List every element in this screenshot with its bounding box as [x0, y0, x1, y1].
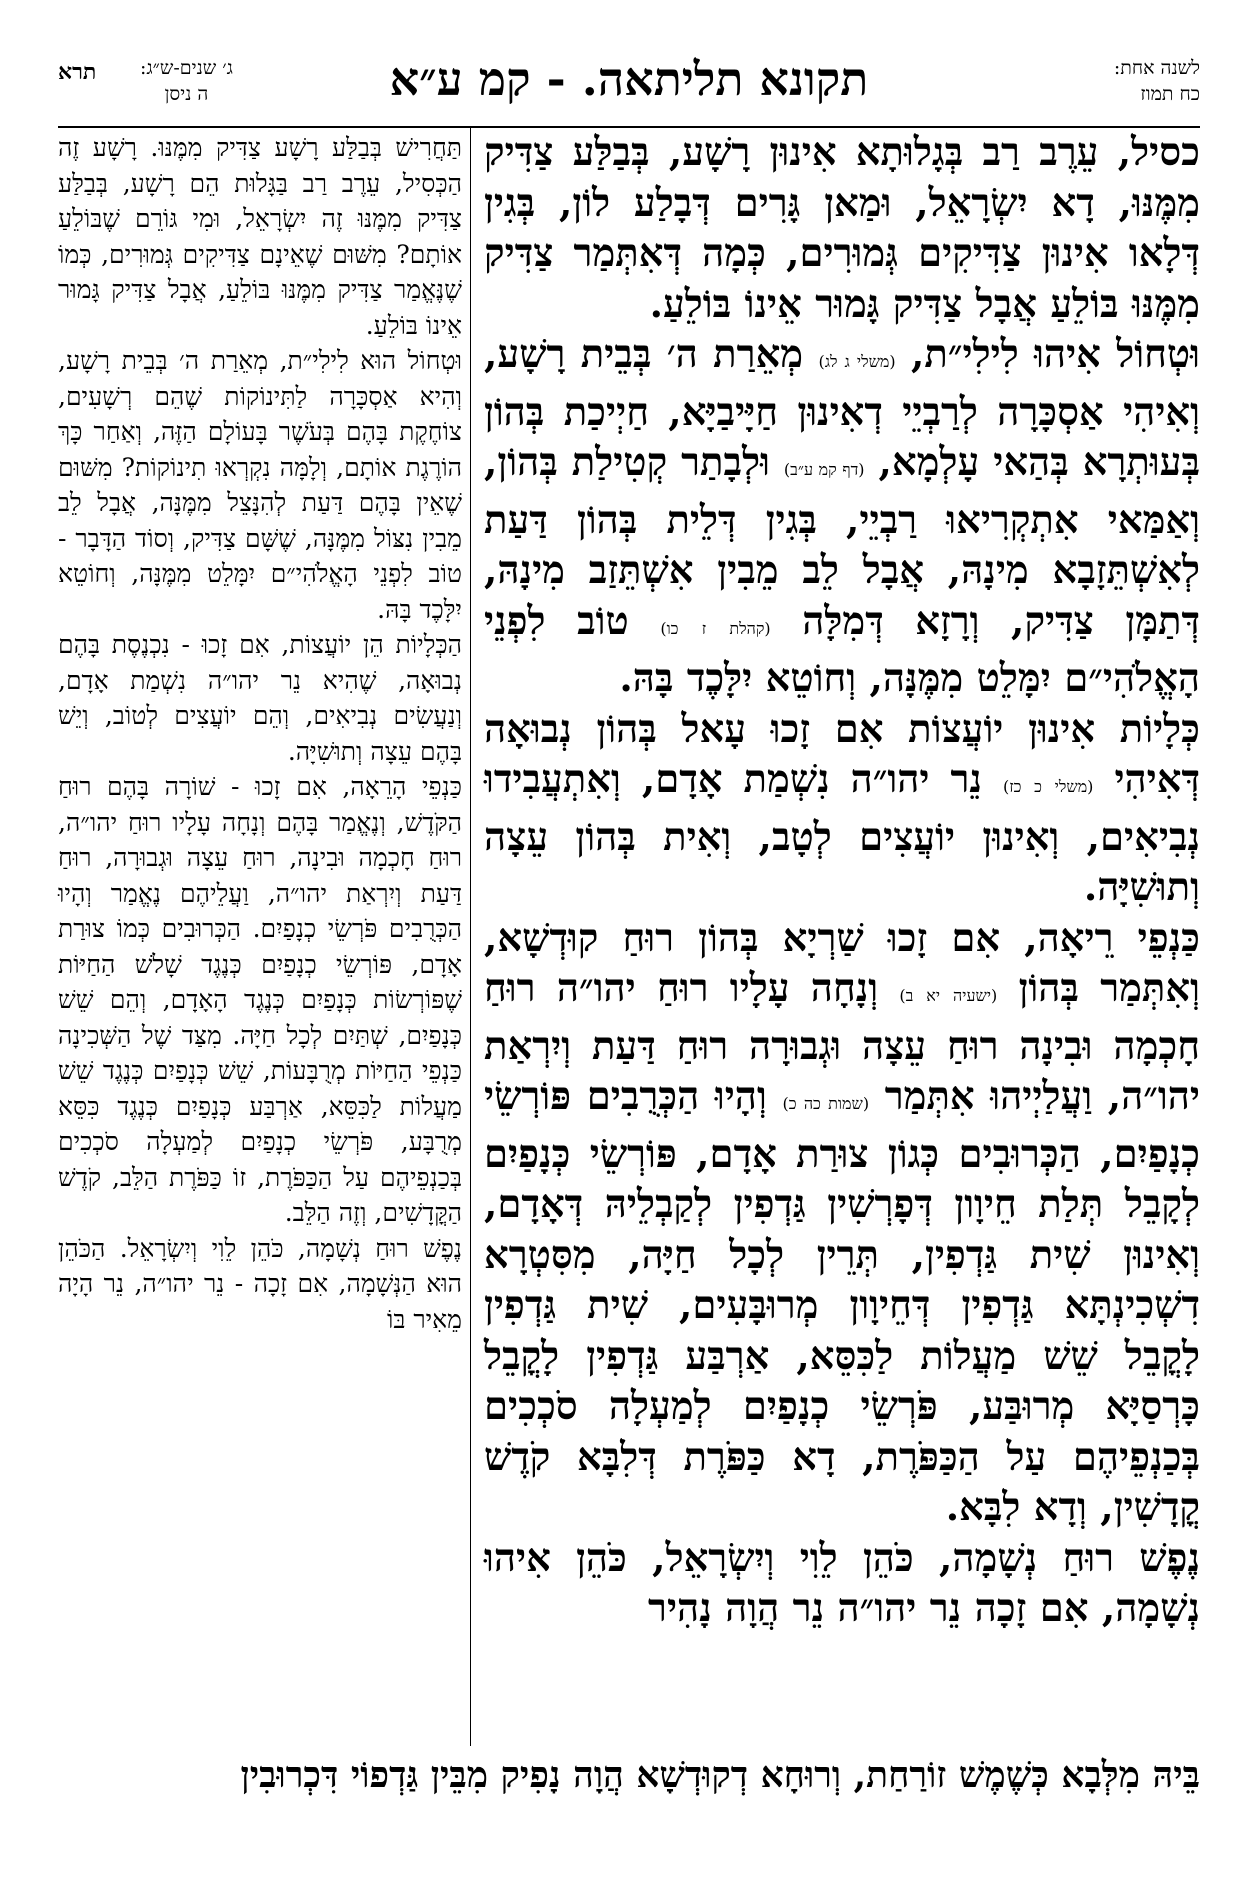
dates-left: ג׳ שנים-ש״ג: ה ניסן	[140, 57, 233, 105]
page-header	[58, 44, 1200, 128]
commentary-paragraph: וּטְחוֹל הוּא לִילִי״ת, מְאֵרַת ה׳ בְּבֵית רָשָׁע, וְהִיא אַסְכָּרָה לַתִּינוֹקוֹת שֶׁהֵם רְשָׁעִים, צוֹחֶקֶת בָּהֶם בְּעֹשֶׁר בָּעוֹלָם הַזֶּה, וְאַחַר כָּךְ הוֹרֶגֶת אוֹתָם, וְלָמָּה נִקְרְאוּ תִינוֹקוֹת? מִשּׁוּם שֶׁאֵין בָּהֶם דַּעַת לְהִנָּצֵל מִמֶּנָּה, אֲבָל לֵב מֵבִין נִצּוֹל מִמֶּנָּה, שֶׁשָּׁם צַדִּיק, וְסוֹד הַדָּבָר - טוֹב לִפְנֵי הָאֱלֹהִי״ם יִמָּלֵט מִמֶּנָּה, וְחוֹטֵא יִלָּכֶד בָּהּ.	[58, 346, 462, 624]
commentary-paragraph: כַּנְפֵי הָרֵאָה, אִם זָכוּ - שׁוֹרָה בָּהֶם רוּחַ הַקֹּדֶשׁ, וְנֶאֱמַר בָּהֶם וְנָחָה עָלָיו רוּחַ יהו״ה, רוּחַ חָכְמָה וּבִינָה, רוּחַ עֵצָה וּגְבוּרָה, רוּחַ דַּעַת וְיִרְאַת יהו״ה, וַעֲלֵיהֶם נֶאֱמַר וְהָיוּ הַכְּרֻבִים פֹּרְשֵׂי כְנָפַיִם. הַכְּרוּבִים כְּמוֹ צוּרַת אָדָם, פּוֹרְשֵׂי כְנָפַיִם כְּנֶגֶד שָׁלֹשׁ הַחַיּוֹת שֶׁפּוֹרְשׂוֹת כְּנָפַיִם כְּנֶגֶד הָאָדָם, וְהֵם שֵׁשׁ כְּנָפַיִם, שְׁתַּיִם לְכָל חַיָּה. מִצַּד שֶׁל הַשְּׁכִינָה כַּנְפֵי הַחַיּוֹת מְרֻבָּעוֹת, שֵׁשׁ כְּנָפַיִם כְּנֶגֶד שֵׁשׁ מַעֲלוֹת לַכִּסֵּא, אַרְבַּע כְּנָפַיִם כְּנֶגֶד כִּסֵּא מְרֻבָּע, פֹּרְשֵׂי כְנָפַיִם לְמַעְלָה סֹכְכִים בְּכַנְפֵיהֶם עַל הַכַּפֹּרֶת, זוֹ כַּפֹּרֶת הַלֵּב, קֹדֶשׁ הַקֳּדָשִׁים, וְזֶה הַלֵּב.	[58, 772, 462, 1227]
commentary-paragraph: נֶפֶשׁ רוּחַ נְשָׁמָה, כֹּהֵן לֵוִי וְיִשְׂרָאֵל. הַכֹּהֵן הוּא הַנְּשָׁמָה, אִם זָכָה - נֵר יהו״ה, נֵר הָיָה מֵאִיר בּוֹ	[58, 1233, 462, 1334]
main-paragraph: כַּנְפֵי רֵיאָה, אִם זָכוּ שַׁרְיָא בְּהוֹן רוּחַ קוּדְשָׁא, וְאִתְּמַר בְּהוֹן (ישעיה יא ב) וְנָחָה עָלָיו רוּחַ יהו״ה רוּחַ חָכְמָה וּבִינָה רוּחַ עֵצָה וּגְבוּרָה רוּחַ דַּעַת וְיִרְאַת יהו״ה, וַעֲלַיְיהוּ אִתְּמַר (שמות כה כ) וְהָיוּ הַכְּרֻבִים פּוֹרְשֵׂי כְנָפַיִם, הַכְּרוּבִים כְּגוֹן צוּרַת אָדָם, פּוֹרְשֵׂי כְּנָפַיִם לְקָבֵל תְּלַת חֵיוָון דְּפָרְשִׁין גַּדְפִין לְקַבְלֵיהּ דְּאָדָם, וְאִינוּן שִׁית גַּדְפִין, תְּרֵין לְכָל חַיָּה, מִסִּטְרָא דִשְׁכִינְתָּא גַּדְפִין דְּחֵיוָון מְרוּבָּעִים, שִׁית גַּדְפִין לָקֳבֵל שֵׁשׁ מַעֲלוֹת לַכִּסֵּא, אַרְבַּע גַּדְפִין לָקֳבֵל כָּרְסַיָּא מְרוּבַּע, פֹּרְשֵׂי כְנָפַיִם לְמַעְלָה סֹכְכִים בְּכַנְפֵיהֶם עַל הַכַּפֹּרֶת, דָא כַּפֹּרֶת דְּלִבָּא קֹדֶשׁ קֳדָשִׁין, וְדָא לִבָּא.	[484, 915, 1201, 1530]
bottom-line: בֵּיהּ מִלְּבָא כְּשֶׁמֶשׁ זוֹרַחַת, וְרוּחָא דְקוּדְשָׁא הֲוָה נָפִיק מִבֵּין גַּדְפוֹי דִּכְרוּבִין	[240, 1754, 1200, 1796]
column-divider	[470, 126, 471, 1746]
main-paragraph: נֶפֶשׁ רוּחַ נְשָׁמָה, כֹּהֵן לֵוִי וְיִשְׂרָאֵל, כֹּהֵן אִיהוּ נְשָׁמָה, אִם זָכָה נֵר יהו״ה נֵר הֲוָה נָהִיר	[484, 1535, 1200, 1631]
page-title: תקונא תליתאה. - קמ ע״א	[389, 52, 869, 106]
main-paragraph: וּטְחוֹל אִיהוּ לִילִי״ת, (משלי ג לג) מְאֵרַת ה׳ בְּבֵית רָשָׁע, וְאִיהִי אַסְכָּרָה לְרַבְיֵי דְאִינוּן חַיָּיבַיָּא, חַיְיכַת בְּהוֹן בְּעוּתְרָא בְּהַאי עָלְמָא, (דף קמ ע״ב) וּלְבָתַר קְטִילַת בְּהוֹן, וְאַמַּאי אִתְקְרִיאוּ רַבְיֵי, בְּגִין דְּלֵית בְּהוֹן דַּעַת לְאִשְׁתֵּזָבָא מִינָהּ, אֲבָל לֵב מֵבִין אִשְׁתֵּזַב מִינָהּ, דְּתַמָּן צַדִּיק, וְרָזָא דְּמִלָּה (קהלת ז כו) טוֹב לִפְנֵי הָאֱלֹהִי״ם יִמָּלֵט מִמֶּנָּה, וְחוֹטֵא יִלָּכֶד בָּהּ.	[484, 332, 1201, 701]
dates-right: לשנה אחת: כח תמוז	[1113, 57, 1200, 105]
commentary-paragraph: תַּחֲרִישׁ בְּבַלַּע רָשָׁע צַדִּיק מִמֶּנּוּ. רָשָׁע זֶה הַכְּסִיל, עֵרֶב רַב בַּגָּלוּת הֵם רָשָׁע, בְּבַלַּע צַדִּיק מִמֶּנּוּ זֶה יִשְׂרָאֵל, וּמִי גּוֹרֵם שֶׁבּוֹלֵעַ אוֹתָם? מִשּׁוּם שֶׁאֵינָם צַדִּיקִים גְּמוּרִים, כְּמוֹ שֶׁנֶּאֱמַר צַדִּיק מִמֶּנּוּ בּוֹלֵעַ, אֲבָל צַדִּיק גָּמוּר אֵינוֹ בּוֹלֵעַ.	[58, 133, 462, 340]
main-paragraph: כסיל, עֵרֶב רַב בְּגָלוּתָא אִינוּן רָשָׁע, בְּבַלַּע צַדִּיק מִמֶּנּוּ, דָא יִשְׂרָאֵל, וּמַאן גָּרִים דְּבָלַע לוֹן, בְּגִין דְּלָאו אִינוּן צַדִּיקִים גְּמוּרִים, כְּמָה דְּאִתְּמַר צַדִּיק מִמֶּנּוּ בּוֹלֵעַ אֲבָל צַדִּיק גָּמוּר אֵינוֹ בּוֹלֵעַ.	[484, 130, 1200, 327]
commentary-column	[58, 130, 462, 1748]
page-number: תרא	[58, 59, 97, 85]
main-paragraph: כְּלָיוֹת אִינוּן יוֹעֲצוֹת אִם זָכוּ עָאל בְּהוֹן נְבוּאָה דְּאִיהִי (משלי כ כז) נֵר יהו״ה נִשְׁמַת אָדָם, וְאִתְעֲבִידוּ נְבִיאִים, וְאִינוּן יוֹעֲצִים לְטָב, וְאִית בְּהוֹן עֵצָה וְתוּשִׁיָּה.	[484, 706, 1201, 910]
commentary-paragraph: הַכְּלָיוֹת הֵן יוֹעֲצוֹת, אִם זָכוּ - נִכְנֶסֶת בָּהֶם נְבוּאָה, שֶׁהִיא נֵר יהו״ה נִשְׁמַת אָדָם, וְנַעֲשִׂים נְבִיאִים, וְהֵם יוֹעֲצִים לְטוֹב, וְיֵשׁ בָּהֶם עֵצָה וְתוּשִׁיָּה.	[58, 630, 462, 766]
main-column	[484, 128, 1200, 1750]
